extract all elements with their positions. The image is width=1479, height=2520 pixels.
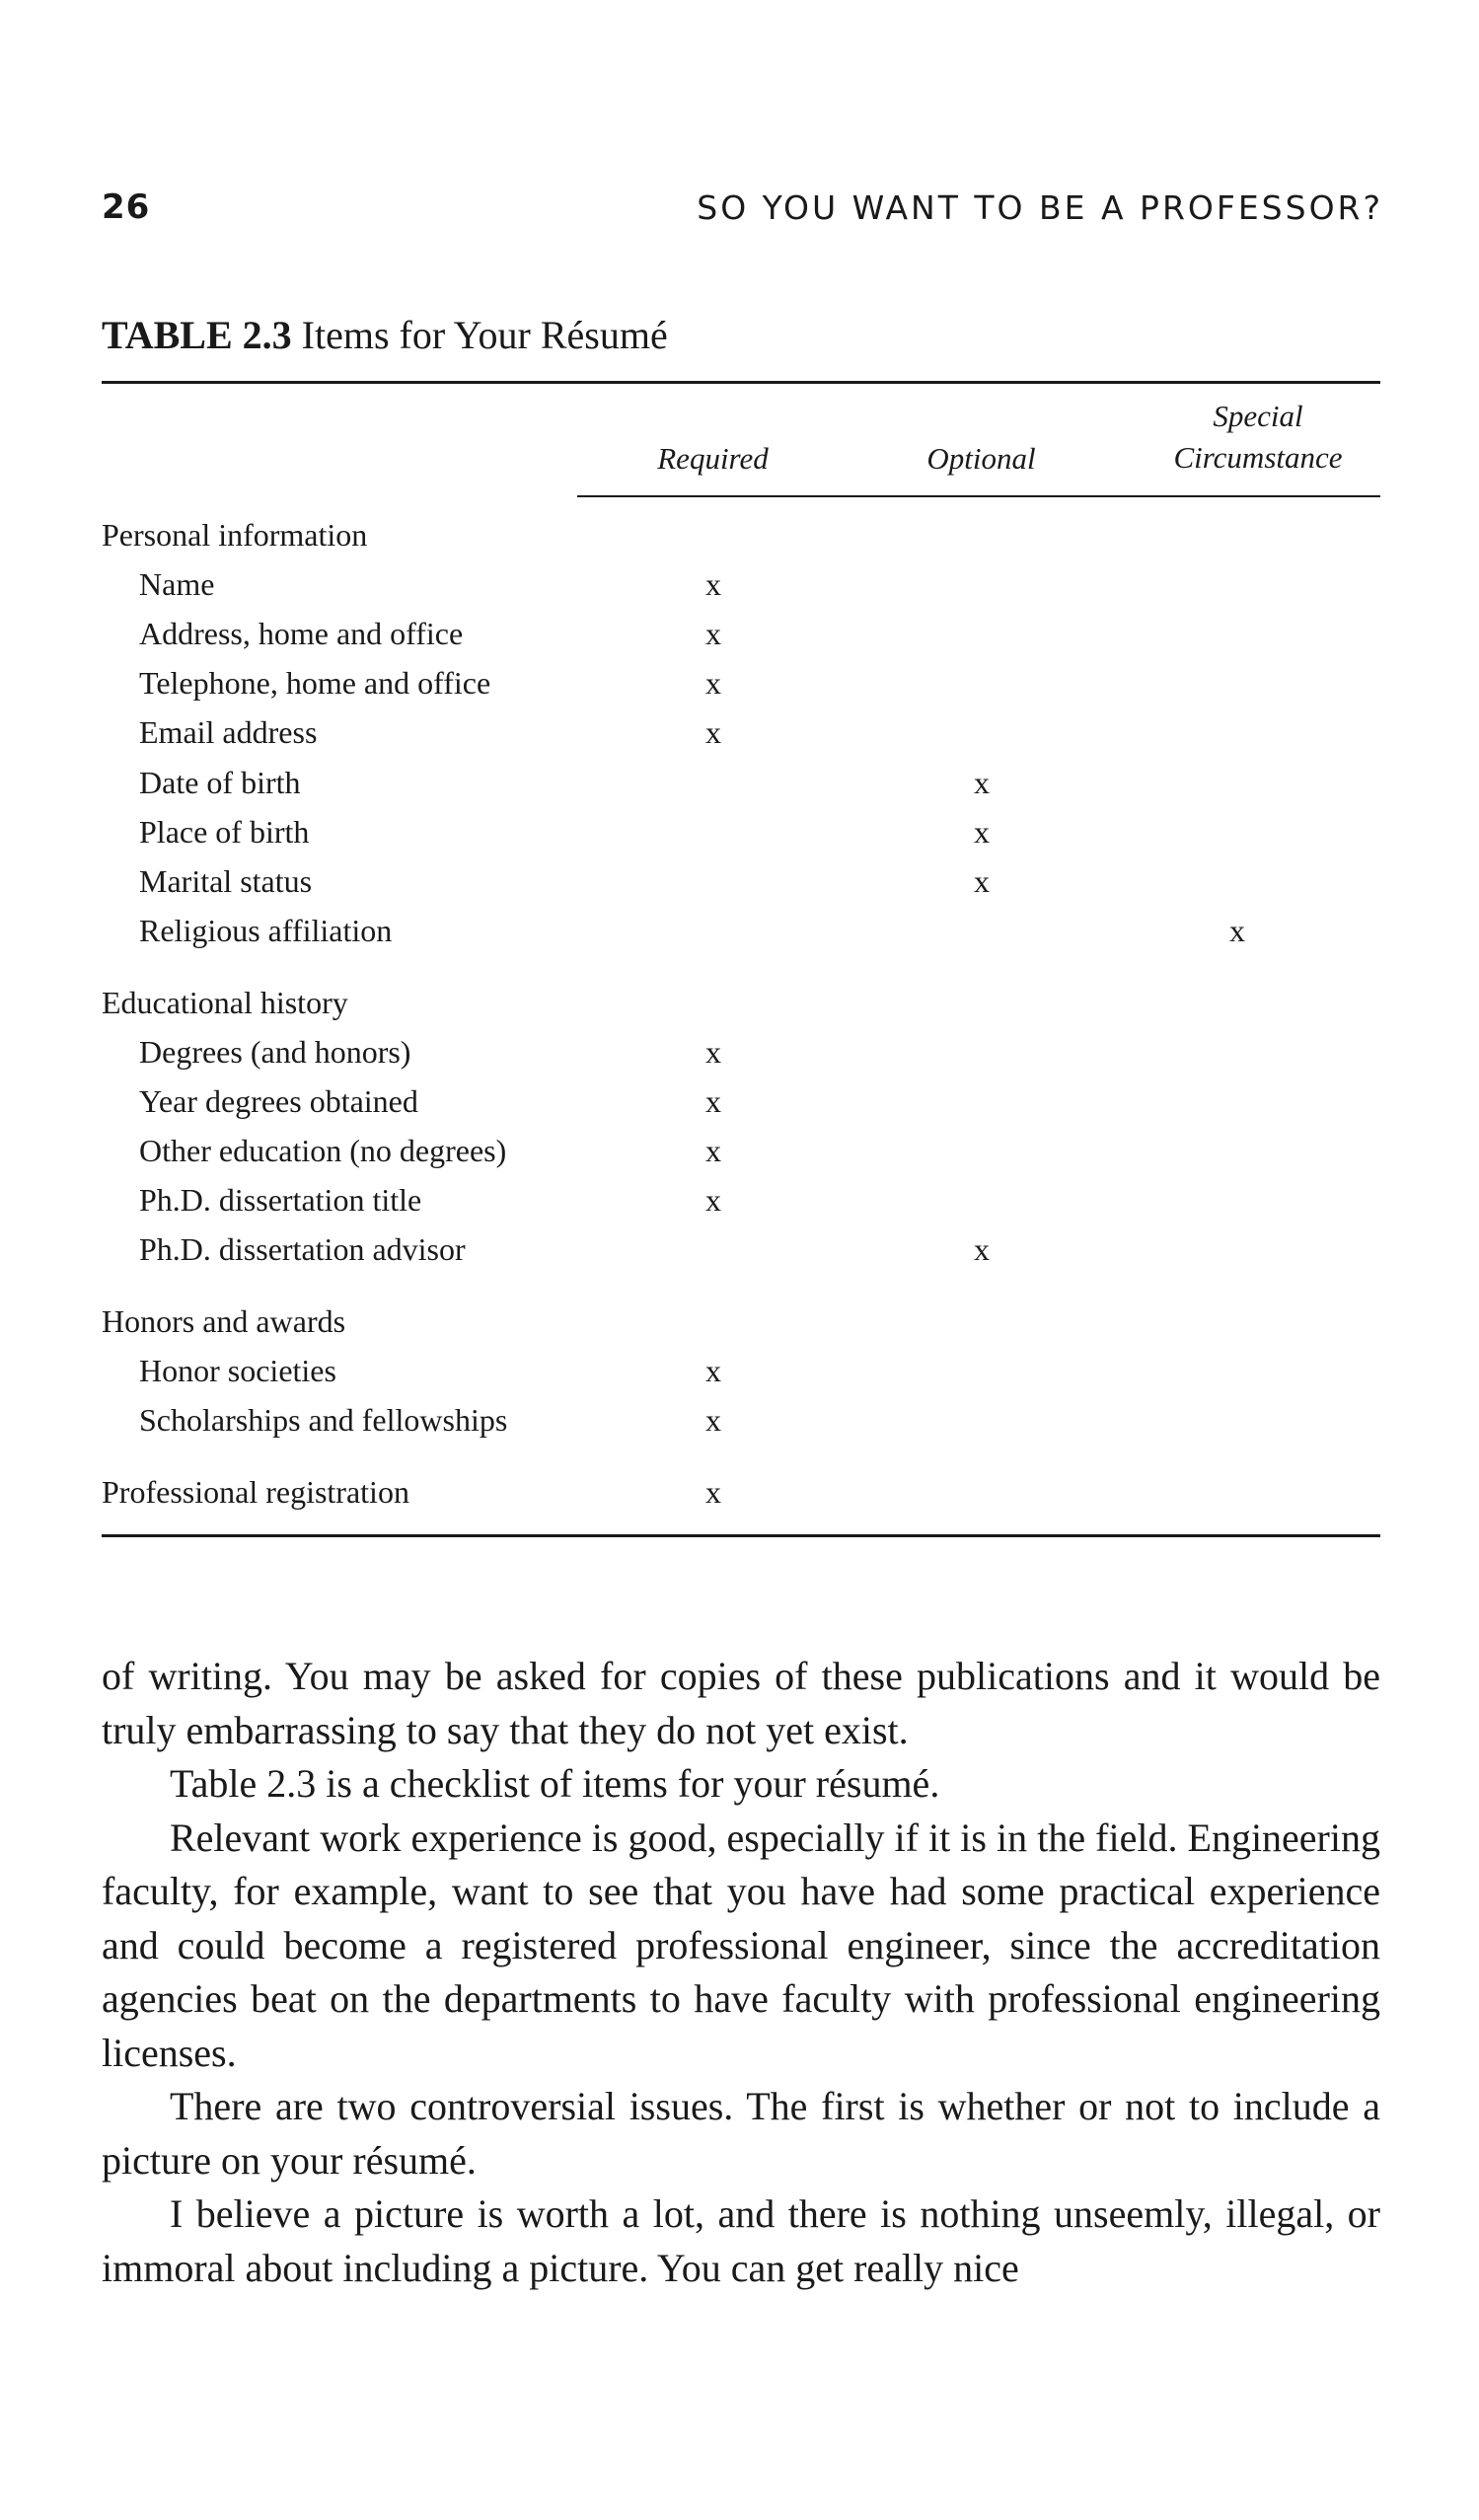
required-mark: x (705, 1182, 721, 1218)
table-row (102, 856, 1384, 906)
table-row (102, 1126, 1384, 1175)
table-row (102, 707, 1384, 757)
table-group-row (102, 978, 1384, 1027)
table-group-row (102, 510, 1384, 559)
required-mark: x (705, 665, 721, 701)
table-row (102, 1076, 1384, 1126)
table-group-row (102, 1467, 1384, 1517)
paragraph: of writing. You may be asked for copies of these publications and it would be truly embarrassing to say that they do not yet exist. (102, 1654, 1380, 1752)
required-mark: x (705, 1034, 721, 1070)
table-top-rule (102, 381, 1380, 384)
running-head: SO YOU WANT TO BE A PROFESSOR? (697, 188, 1383, 227)
table-row (102, 1346, 1384, 1395)
page-number: 26 (102, 187, 151, 227)
required-mark: x (705, 1083, 721, 1119)
column-header-special-line2: Circumstance (1173, 440, 1343, 475)
row-label: Address, home and office (139, 616, 464, 651)
special-mark: x (1229, 913, 1245, 948)
table-row (102, 1395, 1384, 1445)
table-row (102, 1224, 1384, 1274)
column-header-required: Required (657, 441, 769, 476)
required-mark: x (705, 714, 721, 750)
table-row (102, 807, 1384, 856)
group-label: Professional registration (102, 1474, 409, 1510)
group-label: Personal information (102, 517, 368, 553)
row-label: Marital status (139, 863, 313, 899)
group-label: Educational history (102, 985, 348, 1020)
table-row (102, 609, 1384, 658)
row-label: Other education (no degrees) (139, 1133, 507, 1168)
optional-mark: x (974, 863, 990, 899)
optional-mark: x (974, 1231, 990, 1267)
row-label: Year degrees obtained (139, 1083, 418, 1119)
row-label: Religious affiliation (139, 913, 393, 948)
column-header-rule (577, 495, 1380, 497)
column-header-special-line1: Special (1213, 399, 1303, 433)
row-label: Name (139, 566, 215, 602)
row-label: Telephone, home and office (139, 665, 491, 701)
table-label: TABLE 2.3 (102, 313, 292, 357)
table-row (102, 906, 1384, 955)
column-header-special (1145, 396, 1371, 479)
paragraph: Relevant work experience is good, especially if it is in the field. Engineering faculty, for example, want to see that you have had some practical experience and could become a registered professional engineer, since the accreditation agencies beat on the departments to have faculty with professional engineering licenses. (102, 1815, 1380, 2075)
table-group-row (102, 1297, 1384, 1346)
body-text (102, 1650, 1380, 2295)
row-label: Honor societies (139, 1353, 336, 1388)
table-title (102, 312, 668, 358)
table-row (102, 758, 1384, 807)
required-mark: x (705, 1402, 721, 1438)
row-label: Date of birth (139, 765, 301, 800)
required-mark: x (705, 566, 721, 602)
row-label: Degrees (and honors) (139, 1034, 411, 1070)
group-label: Honors and awards (102, 1303, 346, 1339)
row-label: Email address (139, 714, 318, 750)
table-row (102, 1175, 1384, 1224)
paragraph: There are two controversial issues. The first is whether or not to include a picture on your résumé. (102, 2084, 1380, 2183)
table-caption: Items for Your Résumé (301, 313, 668, 357)
required-mark: x (705, 1133, 721, 1168)
row-label: Ph.D. dissertation title (139, 1182, 422, 1218)
column-header-optional: Optional (926, 441, 1036, 476)
paragraph: I believe a picture is worth a lot, and there is nothing unseemly, illegal, or immoral about including a picture. You can get really nice (102, 2191, 1380, 2290)
table-row (102, 1027, 1384, 1076)
table-bottom-rule (102, 1534, 1380, 1537)
optional-mark: x (974, 814, 990, 850)
paragraph: Table 2.3 is a checklist of items for your résumé. (170, 1761, 940, 1806)
required-mark: x (705, 1474, 721, 1510)
optional-mark: x (974, 765, 990, 800)
required-mark: x (705, 616, 721, 651)
table-row (102, 658, 1384, 707)
row-label: Ph.D. dissertation advisor (139, 1231, 466, 1267)
table-row (102, 559, 1384, 609)
row-label: Scholarships and fellowships (139, 1402, 508, 1438)
required-mark: x (705, 1353, 721, 1388)
row-label: Place of birth (139, 814, 310, 850)
